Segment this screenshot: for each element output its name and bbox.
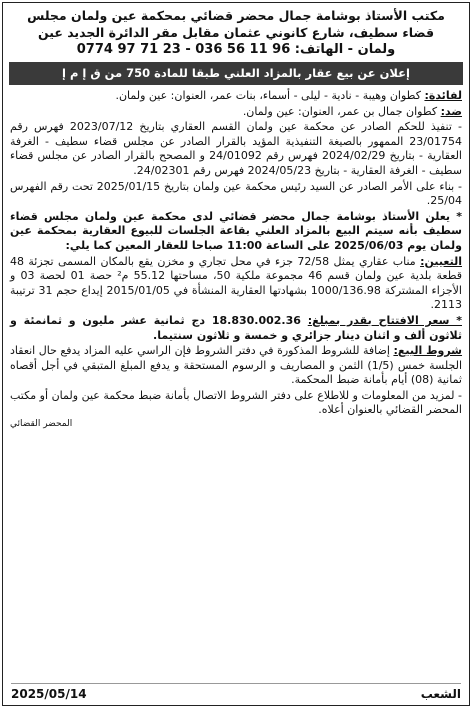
legal-notice (2, 2, 470, 706)
designation-label: التعيين: (420, 254, 462, 268)
newspaper-name: الشعب (420, 687, 461, 701)
notice-body (3, 89, 469, 432)
beneficiaries-label: لفائدة: (424, 89, 462, 102)
bailiff-office-line: مكتب الأستاذ بوشامة جمال محضر قضائي بمحكمة عين ولمان مجلس (27, 8, 445, 23)
against-paragraph (10, 105, 462, 120)
signature: المحضر القضائي (10, 419, 73, 430)
judgment-paragraph: - تنفيذ للحكم الصادر عن محكمة عين ولمان القسم العقاري بتاريخ 2023/07/12 فهرس رقم 23/01754 الممهور بالصيغة التنفيذية المؤيد بالقرار الصادر عن مجلس قضاء سطيف - الغرفة العقارية - بتاريخ 2024/02/29 فهرس رقم 24/01092 و المصحح بالقرار الصادر عن مجلس قضاء سطيف - الغرفة العقارية - بتاريخ 2024/05/23 فهرس رقم 24/02301. (10, 120, 462, 177)
designation-text: مناب عقاري يمثل 72/58 جزء في محل تجاري و مخزن يقع بالمكان المسمى تجزئة 48 قطعة بلدية عين ولمان قسم 46 مجموعة ملكية 50، مساحتها 55.12 م² حصة 01 لحصة 03 و الأجزاء المشتركة 1000/136.98 بشهادتها العقارية المنشأة في 2015/01/05 إيداع حجم 31 ترتيبة 2113. (10, 254, 463, 312)
sale-conditions-label: شروط البيع: (393, 344, 463, 358)
notice-footer (11, 683, 461, 701)
notice-header (3, 3, 469, 60)
opening-price-label: * سعر الافتتاح بقدر بمبلغ: (307, 313, 462, 327)
against-label: ضد: (440, 104, 462, 118)
contact-paragraph: - لمزيد من المعلومات و للاطلاع على دفتر الشروط الاتصال بأمانة ضبط محكمة عين ولمان أو مكتب المحضر القضائي بالعنوان أعلاه. (10, 388, 462, 417)
beneficiaries-text: كطوان وهيبة - نادية - ليلى - أسماء، بنات عمر، العنوان: عين ولمان. (115, 89, 425, 102)
opening-price-paragraph (10, 314, 462, 343)
against-text: كطوان جمال بن عمر، العنوان: عين ولمان. (242, 104, 441, 118)
auction-announcement: * يعلن الأستاذ بوشامة جمال محضر قضائي لدى محكمة عين ولمان مجلس قضاء سطيف بأنه سيتم البيع بالمزاد العلني بقاعة الجلسات للبيوع العقارية بمحكمة عين ولمان يوم 2025/06/03 على الساعة 11:00 صباحا للعقار المعين كما يلي: (10, 209, 462, 252)
designation-paragraph (10, 255, 462, 313)
publication-date: 2025/05/14 (11, 687, 87, 701)
sale-conditions-text: إضافة للشروط المذكورة في دفتر الشروط فإن الراسي عليه المزاد يدفع حال انعقاد الجلسة خمس (1/5) الثمن و المصاريف و الرسوم المستحقة و يدفع المبلغ المتبقي في أجل أقصاه ثمانية (08) أيام بأمانة ضبط المحكمة. (10, 344, 463, 387)
sale-conditions-paragraph (10, 344, 462, 388)
phone-line: ولمان - الهاتف: 96 11 56 036 - 23 71 97 0774 (76, 42, 396, 57)
opening-price-text: 18.830.002.36 دج ثمانية عشر مليون و ثمانمئة و ثلاثون ألف و اثنان دينار جزائري و خمسة و ثلاثون سنتيما. (10, 313, 462, 342)
order-paragraph: - بناء على الأمر الصادر عن السيد رئيس محكمة عين ولمان بتاريخ 2025/01/15 تحت رقم الفهرس 25/04. (10, 179, 462, 208)
notice-title-banner: إعلان عن بيع عقار بالمزاد العلني طبقا للمادة 750 من ق إ م إ (9, 62, 463, 85)
beneficiaries-paragraph (10, 89, 462, 104)
address-line: قضاء سطيف، شارع كانوني عثمان مقابل مقر الدائرة الجديد عين (37, 25, 435, 40)
